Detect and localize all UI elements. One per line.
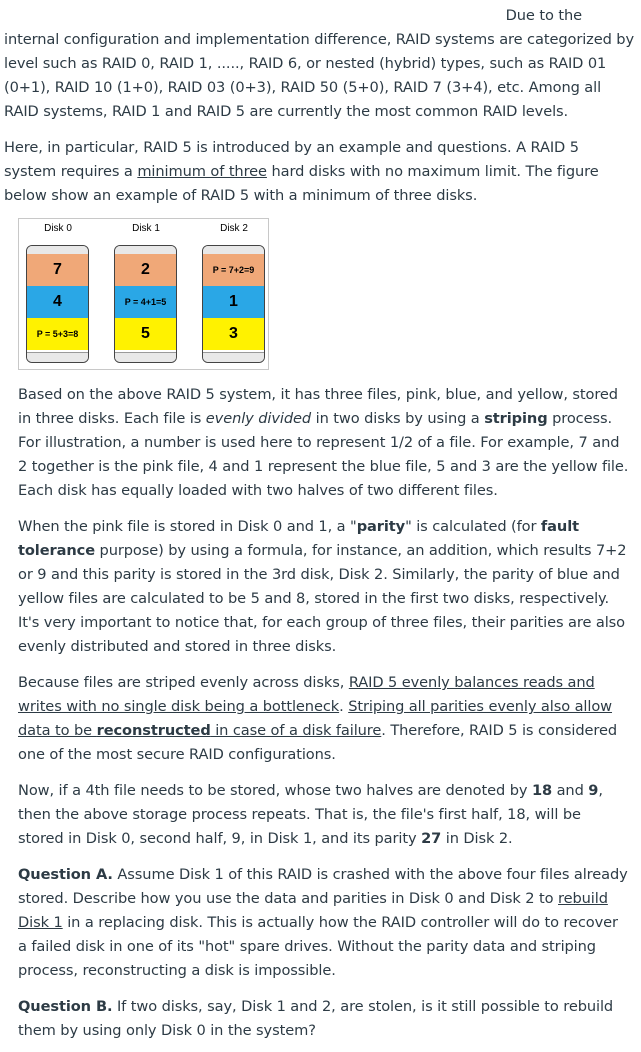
- reconstructed-link[interactable]: reconstructed: [96, 722, 211, 739]
- question-b-label: Question B.: [18, 998, 113, 1015]
- rebuild-disk-1-link[interactable]: rebuild Disk 1: [18, 890, 608, 931]
- disk-0: [26, 245, 89, 363]
- disk-1-block-pink: 2: [115, 254, 176, 286]
- raid5-figure: [18, 218, 269, 370]
- intro-paragraph: [4, 4, 634, 124]
- disk-0-label: Disk 0: [44, 223, 72, 234]
- disk-0-block-blue: 4: [27, 286, 88, 318]
- striping-paragraph: Based on the above RAID 5 system, it has three files, pink, blue, and yellow, stored in three disks. Each file is evenly divided in two disks by using a striping process. For illustration, a number is used here to represent 1/2 of a file. For example, 7 and 2 together is the pink file, 4 and 1 represent the blue file, 5 and 3 are the yellow file. Each disk has equally loaded with two halves of two different files.: [18, 386, 629, 499]
- balance-paragraph: Because files are striped evenly across disks, RAID 5 evenly balances reads and writes with no single disk being a bottleneck. Striping all parities evenly also allow data to be reconstructed in case of a disk failure. Therefore, RAID 5 is considered one of the most secure RAID configurations.: [18, 674, 618, 763]
- disk-failure-link[interactable]: in case of a disk failure: [210, 722, 382, 739]
- disk-2-label: Disk 2: [220, 223, 248, 234]
- disk-1: [114, 245, 177, 363]
- disk-rim: [203, 352, 264, 363]
- question-b: Question B. If two disks, say, Disk 1 and 2, are stolen, is it still possible to rebuild them by using only Disk 0 in the system?: [18, 998, 614, 1039]
- disk-2-block-blue: 1: [203, 286, 264, 318]
- disk-2: [202, 245, 265, 363]
- question-a: Question A. Assume Disk 1 of this RAID is crashed with the above four files already stored. Describe how you use the data and parities in Disk 0 and Disk 2 to rebuild Disk 1 in a replacing disk. This is actually how the RAID controller will do to recover a failed disk in one of its "hot" spare drives. Without the parity data and striping process, reconstructing a disk is impossible.: [18, 866, 628, 979]
- parity-paragraph: When the pink file is stored in Disk 0 and 1, a "parity" is calculated (for fault tolerance purpose) by using a formula, for instance, an addition, which results 7+2 or 9 and this parity is stored in the 3rd disk, Disk 2. Similarly, the parity of blue and yellow files are calculated to be 5 and 8, stored in the first two disks, respectively. It's very important to notice that, for each group of three files, their parities are also evenly distributed and stored in three disks.: [18, 518, 627, 655]
- intro-text: internal configuration and implementation difference, RAID systems are categorized by level such as RAID 0, RAID 1, ....., RAID 6, or nested (hybrid) types, such as RAID 01 (0+1), RAID 10 (1+0), RAID 03 (0+3), RAID 50 (5+0), RAID 7 (3+4), etc. Among all RAID systems, RAID 1 and RAID 5 are currently the most common RAID levels.: [4, 31, 635, 120]
- disk-2-parity-pink: P = 7+2=9: [203, 254, 264, 286]
- intro-lead: Due to the: [505, 7, 582, 24]
- raid5-intro-paragraph: Here, in particular, RAID 5 is introduced by an example and questions. A RAID 5 system requires a minimum of three hard disks with no maximum limit. The figure below show an example of RAID 5 with a minimum of three disks.: [4, 139, 599, 204]
- minimum-of-three-link[interactable]: minimum of three: [137, 163, 267, 180]
- disk-rim: [115, 352, 176, 363]
- disk-2-block-yellow: 3: [203, 318, 264, 350]
- striping-link[interactable]: Striping all parities evenly also allow data to be: [18, 698, 613, 739]
- fourth-file-paragraph: Now, if a 4th file needs to be stored, whose two halves are denoted by 18 and 9, then the above storage process repeats. That is, the file's first half, 18, will be stored in Disk 0, second half, 9, in Disk 1, and its parity 27 in Disk 2.: [18, 782, 603, 847]
- disk-0-parity-yellow: P = 5+3=8: [27, 318, 88, 350]
- disk-1-block-yellow: 5: [115, 318, 176, 350]
- disk-1-parity-blue: P = 4+1=5: [115, 286, 176, 318]
- disk-rim: [27, 352, 88, 363]
- disk-1-label: Disk 1: [132, 223, 160, 234]
- disk-0-block-pink: 7: [27, 254, 88, 286]
- balance-link[interactable]: RAID 5 evenly balances reads and writes with no single disk being a bottleneck: [18, 674, 595, 715]
- question-a-label: Question A.: [18, 866, 113, 883]
